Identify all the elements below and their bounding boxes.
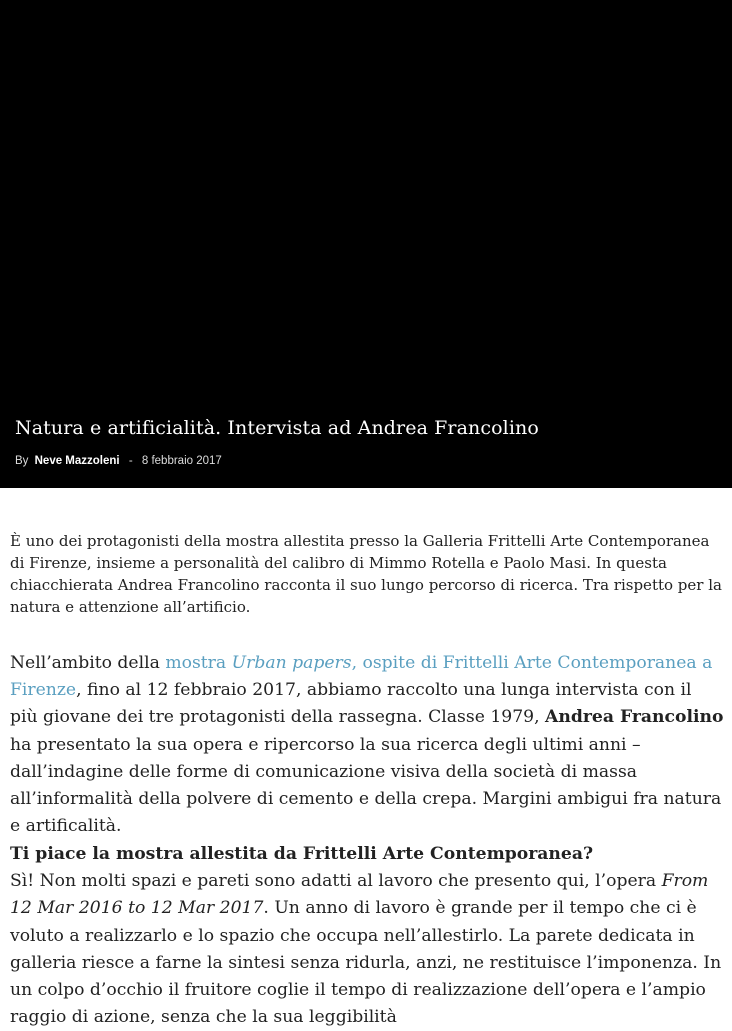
intro-text-end: ha presentato la sua opera e ripercorso la sua ricerca degli ultimi anni – dall’indagine delle forme di comunicazione visiva della società di massa all’informalità della polvere di cemento e della crepa. Margini ambigui fra natura e artificalità. bbox=[10, 734, 722, 837]
exhibition-link-part1: mostra bbox=[165, 653, 232, 673]
article-body bbox=[10, 530, 724, 1028]
answer-text-start: Sì! Non molti spazi e pareti sono adatti al lavoro che presento qui, l’opera bbox=[10, 871, 662, 892]
artist-name: Andrea Francolino bbox=[545, 707, 724, 728]
work-title: From 12 Mar 2016 to 12 Mar 2017 bbox=[10, 871, 709, 919]
paragraph-intro bbox=[10, 650, 724, 840]
article-date: 8 febbraio 2017 bbox=[141, 455, 222, 467]
by-label: By bbox=[15, 455, 29, 467]
article-title: Natura e artificialità. Intervista ad Andrea Francolino bbox=[15, 417, 539, 439]
article-meta bbox=[15, 453, 222, 469]
intro-text-middle: , fino al 12 febbraio 2017, abbiamo raccolto una lunga intervista con il più giovane dei tre protagonisti della rassegna. Classe 1979, bbox=[10, 680, 692, 728]
exhibition-link-italic: Urban papers bbox=[231, 653, 352, 673]
meta-separator: - bbox=[128, 455, 133, 467]
hero-banner bbox=[0, 0, 732, 488]
author-link[interactable]: Neve Mazzoleni bbox=[34, 455, 120, 467]
intro-text-start: Nell’ambito della bbox=[10, 653, 166, 673]
interview-question: Ti piace la mostra allestita da Frittelli Arte Contemporanea? bbox=[10, 844, 594, 864]
exhibition-link-part2: , ospite di Frittelli Arte Contemporanea a Firenze bbox=[10, 653, 713, 701]
paragraph-qa bbox=[10, 841, 724, 1031]
answer-text-rest: . Un anno di lavoro è grande per il tempo che ci è voluto a realizzarlo e lo spazio che occupa nell’allestirlo. La parete dedicata in galleria riesce a farne la sintesi senza ridurla, anzi, ne restituisce l’imponenza. In un colpo d’occhio il fruitore coglie il tempo di realizzazione dell’opera e l’ampio raggio di azione, senza che la sua leggibilità bbox=[10, 898, 722, 1028]
article-lead: È uno dei protagonisti della mostra allestita presso la Galleria Frittelli Arte Contemporanea di Firenze, insieme a personalità del calibro di Mimmo Rotella e Paolo Masi. In questa chiacchierata Andrea Francolino racconta il suo lungo percorso di ricerca. Tra rispetto per la natura e attenzione all’artificio. bbox=[10, 532, 722, 616]
